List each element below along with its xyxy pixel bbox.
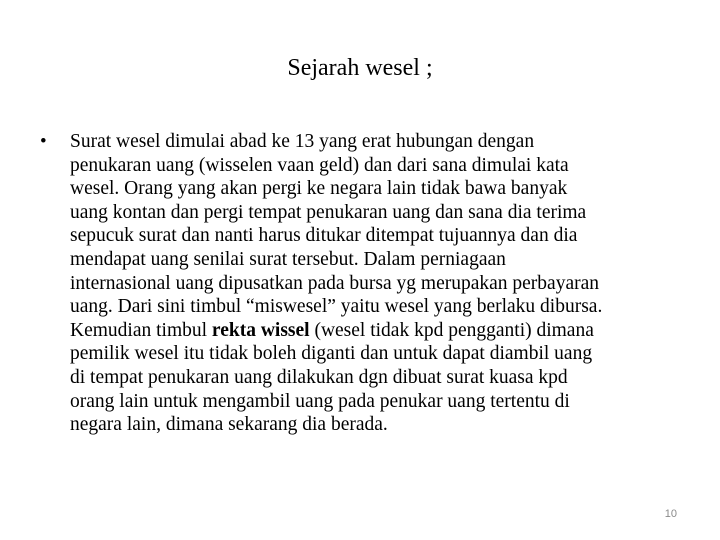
bold-term-rekta-wissel: rekta wissel: [211, 319, 310, 341]
paragraph-line: internasional uang dipusatkan pada bursa yg merupakan perbayaran: [70, 272, 600, 294]
line-text-before-bold: Kemudian timbul: [70, 319, 212, 341]
paragraph-line: sepucuk surat dan nanti harus ditukar ditempat tujuannya dan dia: [70, 225, 578, 247]
paragraph-line: Surat wesel dimulai abad ke 13 yang erat hubungan dengan: [70, 131, 535, 152]
paragraph-line-with-bold: [70, 319, 680, 343]
paragraph-line: negara lain, dimana sekarang dia berada.: [70, 414, 388, 436]
bullet-paragraph: [40, 130, 680, 437]
paragraph-line: wesel. Orang yang akan pergi ke negara lain tidak bawa banyak: [70, 178, 568, 200]
paragraph-line: uang kontan dan pergi tempat penukaran uang dan sana dia terima: [70, 201, 587, 223]
paragraph-line: uang. Dari sini timbul “miswesel” yaitu wesel yang berlaku dibursa.: [70, 296, 603, 318]
paragraph-text: [70, 130, 680, 437]
slide-title: Sejarah wesel ;: [287, 55, 433, 81]
paragraph-line: orang lain untuk mengambil uang pada penukar uang tertentu di: [70, 390, 570, 412]
line-text-after-bold: (wesel tidak kpd pengganti) dimana: [309, 319, 594, 341]
paragraph-line: di tempat penukaran uang dilakukan dgn dibuat surat kuasa kpd: [70, 366, 568, 388]
page-number: 10: [664, 508, 677, 520]
paragraph-line: mendapat uang senilai surat tersebut. Dalam perniagaan: [70, 248, 506, 270]
bullet-marker: •: [40, 131, 47, 152]
paragraph-line: penukaran uang (wisselen vaan geld) dan dari sana dimulai kata: [70, 154, 569, 176]
paragraph-line: pemilik wesel itu tidak boleh diganti dan untuk dapat diambil uang: [70, 343, 593, 365]
